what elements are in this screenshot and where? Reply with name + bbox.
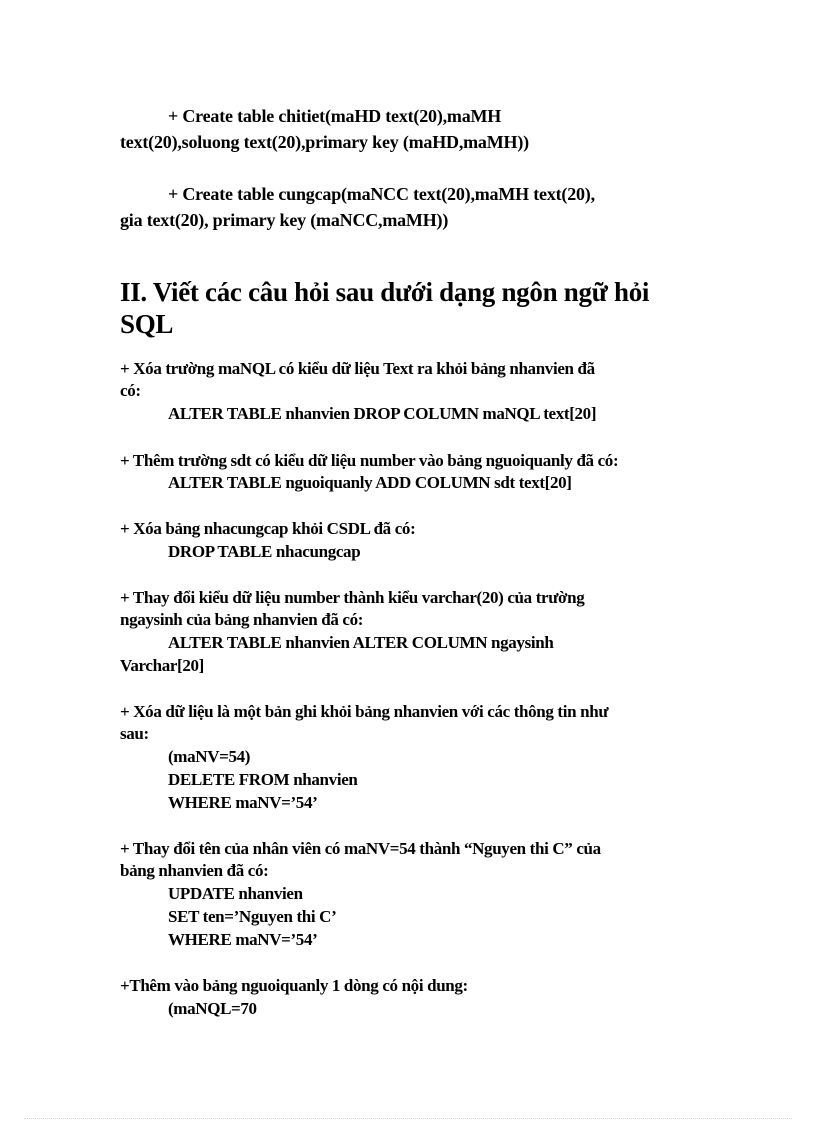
question-4-line-1: + Thay đổi kiểu dữ liệu number thành kiểu varchar(20) của trường [120,588,585,607]
create-chitiet-line-1: + Create table chitiet(maHD text(20),maMH [168,106,502,126]
question-6-line-2: bảng nhanvien đã có: [120,861,269,880]
section-heading-line-2: SQL [120,309,174,339]
question-5-line-1: + Xóa dữ liệu là một bản ghi khỏi bảng nhanvien với các thông tin như [120,702,609,721]
section-heading-line-1: II. Viết các câu hỏi sau dưới dạng ngôn ngữ hỏi [120,277,650,307]
answer-5-line-2: DELETE FROM nhanvien [168,770,358,789]
question-1-line-2: có: [120,381,141,400]
answer-4-line-1: ALTER TABLE nhanvien ALTER COLUMN ngaysinh [168,633,554,652]
question-6-line-1: + Thay đổi tên của nhân viên có maNV=54 thành “Nguyen thi C” của [120,839,601,858]
question-1-line-1: + Xóa trường maNQL có kiểu dữ liệu Text ra khỏi bảng nhanvien đã [120,359,595,378]
answer-7-line-1: (maNQL=70 [168,999,257,1018]
answer-5-line-3: WHERE maNV=’54’ [168,793,318,812]
question-7-line-1: +Thêm vào bảng nguoiquanly 1 dòng có nội dung: [120,976,468,995]
answer-2-line-1: ALTER TABLE nguoiquanly ADD COLUMN sdt text[20] [168,473,572,492]
answer-6-line-1: UPDATE nhanvien [168,884,303,903]
answer-6-line-3: WHERE maNV=’54’ [168,930,318,949]
answer-4-line-2: Varchar[20] [120,656,204,675]
answer-6-line-2: SET ten=’Nguyen thi C’ [168,907,337,926]
create-cungcap-line-2: gia text(20), primary key (maNCC,maMH)) [120,210,449,230]
create-cungcap-line-1: + Create table cungcap(maNCC text(20),maMH text(20), [168,184,595,204]
question-2-line-1: + Thêm trường sdt có kiểu dữ liệu number vào bảng nguoiquanly đã có: [120,451,619,470]
answer-3-line-1: DROP TABLE nhacungcap [168,542,361,561]
page-bottom-rule [24,1118,792,1119]
question-3-line-1: + Xóa bảng nhacungcap khỏi CSDL đã có: [120,519,416,538]
question-4-line-2: ngaysinh của bảng nhanvien đã có: [120,610,364,629]
answer-1-line-1: ALTER TABLE nhanvien DROP COLUMN maNQL text[20] [168,404,597,423]
create-chitiet-line-2: text(20),soluong text(20),primary key (maHD,maMH)) [120,132,529,152]
question-5-line-2: sau: [120,724,149,743]
answer-5-line-1: (maNV=54) [168,747,251,766]
